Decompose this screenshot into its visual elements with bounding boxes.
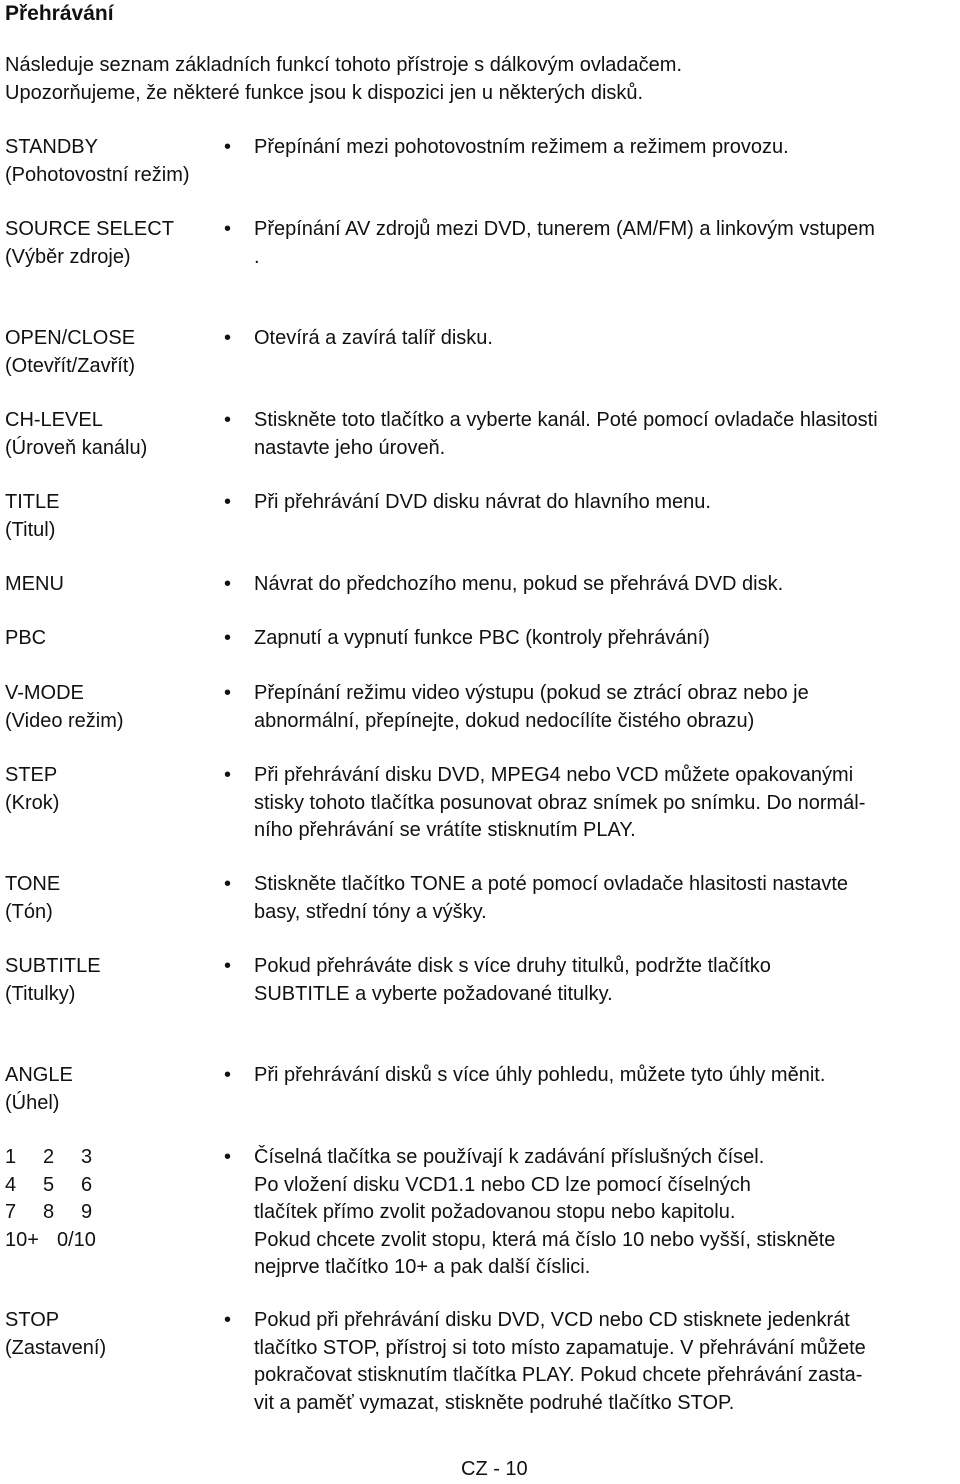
number-row xyxy=(5,1172,119,1200)
desc-line: Při přehrávání DVD disku návrat do hlavního menu. xyxy=(254,491,711,513)
number-key: 8 xyxy=(43,1201,55,1223)
desc-line: vit a paměť vymazat, stiskněte podruhé tlačítko STOP. xyxy=(254,1391,735,1414)
function-term xyxy=(5,762,220,817)
desc-line: basy, střední tóny a výšky. xyxy=(254,900,487,923)
number-key: 6 xyxy=(81,1173,93,1196)
number-key: 2 xyxy=(43,1146,55,1168)
function-description xyxy=(254,625,960,653)
term-translation: (Výběr zdroje) xyxy=(5,245,131,268)
desc-line: nastavte jeho úroveň. xyxy=(254,436,446,459)
desc-line: Po vložení disku VCD1.1 nebo CD lze pomocí číselných xyxy=(254,1173,751,1196)
desc-line: Přepínání režimu video výstupu (pokud se ztrácí obraz nebo je xyxy=(254,682,809,704)
term-translation: (Krok) xyxy=(5,791,60,814)
bullet-icon: • xyxy=(224,1309,232,1331)
desc-line: Stiskněte tlačítko TONE a poté pomocí ovladače hlasitosti nastavte xyxy=(254,873,849,895)
desc-line: nejprve tlačítko 10+ a pak další číslici. xyxy=(254,1256,591,1278)
function-term xyxy=(5,216,220,271)
desc-line: stisky tohoto tlačítka posunovat obraz snímek po snímku. Do normál- xyxy=(254,791,866,814)
term-name: TONE xyxy=(5,873,61,895)
bullet-icon: • xyxy=(224,955,232,977)
term-translation: (Otevřít/Zavřít) xyxy=(5,354,135,377)
function-description xyxy=(254,216,960,271)
desc-line: tlačítek přímo zvolit požadovanou stopu nebo kapitolu. xyxy=(254,1201,736,1223)
term-translation: (Tón) xyxy=(5,900,53,923)
bullet-icon: • xyxy=(224,627,232,649)
function-description xyxy=(254,953,960,1008)
desc-line: . xyxy=(254,245,260,268)
number-key: 4 xyxy=(5,1173,17,1196)
desc-line: ního přehrávání se vrátíte stisknutím PLAY. xyxy=(254,819,636,841)
number-key: 1 xyxy=(5,1146,17,1168)
intro-line: Následuje seznam základních funkcí tohoto přístroje s dálkovým ovladačem. xyxy=(5,54,683,76)
function-term xyxy=(5,953,220,1008)
term-name: STOP xyxy=(5,1309,60,1331)
term-translation: (Úhel) xyxy=(5,1091,60,1114)
function-description xyxy=(254,1307,960,1417)
term-translation: (Titulky) xyxy=(5,982,76,1005)
number-key: 7 xyxy=(5,1201,17,1223)
desc-line: Při přehrávání disků s více úhly pohledu, můžete tyto úhly měnit. xyxy=(254,1064,826,1086)
number-row xyxy=(5,1227,119,1255)
desc-line: pokračovat stisknutím tlačítka PLAY. Pokud chcete přehrávání zasta- xyxy=(254,1364,863,1386)
function-description xyxy=(254,489,960,517)
bullet-icon: • xyxy=(224,1064,232,1086)
desc-line: Číselná tlačítka se používají k zadávání příslušných čísel. xyxy=(254,1146,765,1168)
desc-line: Při přehrávání disku DVD, MPEG4 nebo VCD můžete opakovanými xyxy=(254,764,854,786)
intro-paragraph xyxy=(5,52,955,107)
bullet-icon: • xyxy=(224,573,232,595)
desc-line: Pokud při přehrávání disku DVD, VCD nebo CD stisknete jedenkrát xyxy=(254,1309,850,1331)
function-term xyxy=(5,489,220,544)
term-translation: (Úroveň kanálu) xyxy=(5,436,148,459)
bullet-icon: • xyxy=(224,136,232,158)
term-name: SOURCE SELECT xyxy=(5,218,174,240)
function-term xyxy=(5,325,220,380)
term-name: PBC xyxy=(5,627,47,649)
function-term xyxy=(5,571,220,599)
number-key: 5 xyxy=(43,1173,55,1196)
bullet-icon: • xyxy=(224,764,232,786)
function-description xyxy=(254,1062,960,1090)
term-name: OPEN/CLOSE xyxy=(5,327,136,349)
function-description xyxy=(254,871,960,926)
bullet-icon: • xyxy=(224,682,232,704)
bullet-icon: • xyxy=(224,218,232,240)
function-term xyxy=(5,680,220,735)
number-key: 0/10 xyxy=(57,1228,96,1251)
bullet-icon: • xyxy=(224,873,232,895)
function-term xyxy=(5,1062,220,1117)
function-term xyxy=(5,625,220,653)
desc-line: tlačítko STOP, přístroj si toto místo zapamatuje. V přehrávání můžete xyxy=(254,1336,866,1359)
term-name: ANGLE xyxy=(5,1064,73,1086)
desc-line: Pokud chcete zvolit stopu, která má číslo 10 nebo vyšší, stiskněte xyxy=(254,1228,836,1251)
function-term xyxy=(5,407,220,462)
term-name: TITLE xyxy=(5,491,60,513)
desc-line: Přepínání AV zdrojů mezi DVD, tunerem (AM/FM) a linkovým vstupem xyxy=(254,218,875,240)
page-number: CZ - 10 xyxy=(461,1458,528,1480)
bullet-icon: • xyxy=(224,491,232,513)
term-translation: (Zastavení) xyxy=(5,1336,107,1359)
function-description xyxy=(254,1144,960,1282)
function-description xyxy=(254,134,960,162)
function-description xyxy=(254,407,960,462)
function-description xyxy=(254,762,960,845)
term-translation: (Pohotovostní režim) xyxy=(5,163,190,186)
term-name: V-MODE xyxy=(5,682,84,704)
number-buttons-grid xyxy=(5,1144,119,1254)
function-description xyxy=(254,680,960,735)
function-term xyxy=(5,1307,220,1362)
number-key: 10+ xyxy=(5,1228,39,1251)
function-term xyxy=(5,134,220,189)
desc-line: SUBTITLE a vyberte požadované titulky. xyxy=(254,982,613,1005)
number-key: 3 xyxy=(81,1146,93,1168)
term-name: SUBTITLE xyxy=(5,955,101,977)
desc-line: Otevírá a zavírá talíř disku. xyxy=(254,327,493,349)
page-title: Přehrávání xyxy=(5,2,114,25)
term-name: STANDBY xyxy=(5,136,98,158)
function-description xyxy=(254,571,960,599)
term-translation: (Video režim) xyxy=(5,709,124,732)
bullet-icon: • xyxy=(224,327,232,349)
desc-line: Pokud přehráváte disk s více druhy titulků, podržte tlačítko xyxy=(254,955,771,977)
term-name: CH-LEVEL xyxy=(5,409,103,431)
desc-line: Zapnutí a vypnutí funkce PBC (kontroly přehrávání) xyxy=(254,627,710,649)
term-name: MENU xyxy=(5,573,64,595)
desc-line: Přepínání mezi pohotovostním režimem a režimem provozu. xyxy=(254,136,789,158)
intro-line: Upozorňujeme, že některé funkce jsou k dispozici jen u některých disků. xyxy=(5,81,644,104)
term-name: STEP xyxy=(5,764,58,786)
desc-line: abnormální, přepínejte, dokud nedocílíte čistého obrazu) xyxy=(254,709,755,732)
number-row xyxy=(5,1199,119,1227)
term-translation: (Titul) xyxy=(5,518,56,541)
desc-line: Stiskněte toto tlačítko a vyberte kanál. Poté pomocí ovladače hlasitosti xyxy=(254,409,878,431)
bullet-icon: • xyxy=(224,1146,232,1168)
desc-line: Návrat do předchozího menu, pokud se přehrává DVD disk. xyxy=(254,573,784,595)
number-key: 9 xyxy=(81,1201,93,1223)
function-description xyxy=(254,325,960,353)
bullet-icon: • xyxy=(224,409,232,431)
function-term xyxy=(5,871,220,926)
number-row xyxy=(5,1144,119,1172)
